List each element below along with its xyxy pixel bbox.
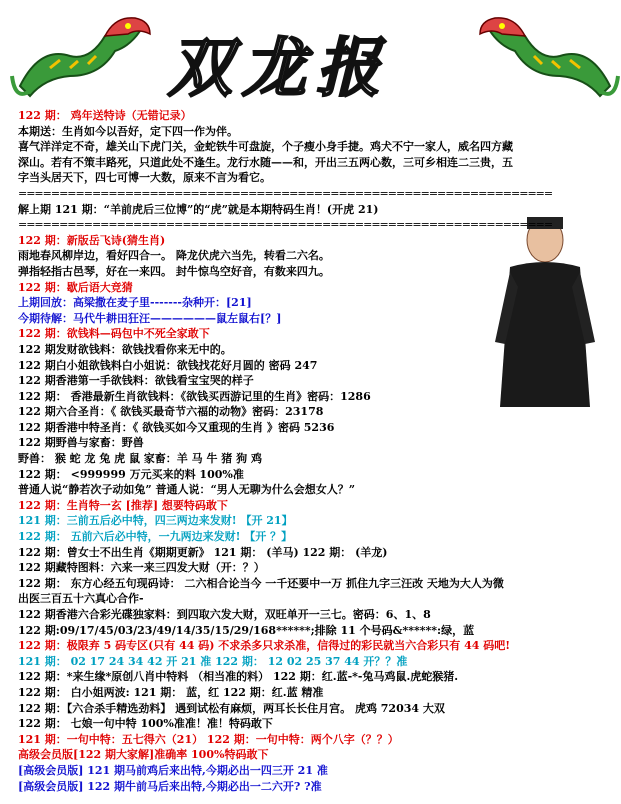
text-line: 122 期藏特图料：六来一来三四发大财（开：？）: [18, 561, 265, 575]
text-line: 字当头居天下，四七可博一大数，原来不言为看它。: [18, 171, 271, 185]
text-line: 弹指轻指古邑琴，好在一来四。 封牛惊鸟空好音，有数来四九。: [18, 264, 330, 278]
text-line: 野兽： 猴 蛇 龙 兔 虎 鼠 家畜：羊 马 牛 猪 狗 鸡: [18, 452, 262, 466]
text-line: 今期待解：马代牛耕田狂汪——————鼠左鼠右[？]: [18, 311, 282, 325]
text-line: 122 期：歇后语大竞猜: [18, 280, 133, 294]
text-line: 122 期白小姐欲钱料白小姐说：欲钱找花好月圆的 密码 247: [18, 358, 318, 372]
left-dragon-icon: [10, 6, 160, 106]
text-line: 122 期香港第一手欲钱料：欲钱看宝宝哭的样子: [18, 374, 254, 388]
text-line: 122 期:09/17/45/03/23/49/14/35/15/29/168******;排除 11 个号码&******:绿，蓝: [18, 623, 475, 637]
text-line: 122 期香港六合彩光碟独家料：到四取六发大财，双旺单开一三七。密码：6、1、8: [18, 608, 431, 621]
text-line: 122 期：极限弃 5 码专区(只有 44 码) 不求杀多只求杀准，信得过的彩民就当六合彩只有 44 码吧!: [18, 639, 511, 653]
text-line: 122 期： 白小姐两波: 121 期： 蓝，红 122 期：红.蓝 精准: [18, 685, 324, 699]
text-line: =================================================================: [18, 218, 553, 232]
text-line: 122 期： 香港最新生肖欲钱料：《欲钱买西游记里的生肖》密码：1286: [18, 389, 371, 403]
right-dragon-icon: [470, 6, 620, 106]
text-line: 122 期：新版岳飞诗(猜生肖): [18, 233, 166, 247]
text-line: 上期回放：高梁撒在麦子里-------杂种开：[21]: [18, 296, 252, 310]
text-line: 121 期： 02 17 24 34 42 开 21 准 122 期： 12 02 25 37 44 开？？准: [18, 654, 408, 668]
text-line: 122 期： 七娘一句中特 100%准准！准！特码敢下: [18, 717, 273, 731]
text-line: 122 期： 鸡年送特诗（无错记录）: [18, 109, 192, 122]
text-line: 122 期野兽与家畜：野兽: [18, 436, 144, 450]
text-line: 122 期： <999999 万元买来的料 100%准: [18, 467, 244, 481]
text-line: =================================================================: [18, 186, 553, 200]
text-line: 121 期：三前五后必中特，四三两边来发财! 【开 21】: [18, 514, 293, 528]
text-line: 122 期香港中特圣肖：《 欲钱买如今又重现的生肖 》密码 5236: [18, 420, 335, 434]
text-line: 普通人说“静若次子动如兔” 普通人说：“男人无聊为什么会想女人？”: [18, 483, 356, 497]
text-line: 122 期：生肖特一玄 [推荐] 想要特码敢下: [18, 498, 228, 512]
text-line: 121 期：一句中特：五七得六（21） 122 期：一句中特：两个八字（？？）: [18, 732, 399, 746]
text-line: 高级会员版[122 期大家解]准确率 100%特码敢下: [18, 748, 269, 762]
text-line: 喜气洋洋定不奇，雄关山下虎门关，金蛇铁牛可盘旋，个子瘦小身手捷。鸡犬不宁一家人，威名四方藏: [18, 140, 513, 154]
text-line: 出医三百五十六真心合作-: [18, 592, 144, 606]
text-line: 解上期 121 期：“羊前虎后三位博”的“虎”就是本期特码生肖！(开虎 21): [18, 202, 379, 216]
text-line: [高级会员版] 122 期牛前马后来出特,今期必出一二六开? ?准: [18, 779, 322, 793]
text-line: 雨地春风柳岸边，看好四合一。 降龙伏虎六当先，转看二六名。: [18, 249, 330, 263]
content-area: [18, 108, 608, 794]
text-line: 122 期：【六合杀手精选劲料】 遇到试松有麻烦，两耳长长住月宫。 虎鸡 72034 大双: [18, 701, 445, 715]
text-line: 122 期： 五前六后必中特，一九两边来发财! 【开 ？】: [18, 530, 293, 544]
text-line: 122 期六合圣肖：《 欲钱买最奇节六福的动物》密码：23178: [18, 405, 324, 419]
text-line: 本期送：生肖如今以吾好，定下四一作为伴。: [18, 124, 238, 138]
text-line: 122 期： 东方心经五句现码诗： 二六相合论当今 一千还要中一万 抓住九字三汪改 天地为大人为微: [18, 576, 504, 590]
text-line: 深山。若有不策丰路死，只道此处不逢生。龙行水随——和，开出三五两心数，三可乡相连二三贵，五: [18, 155, 513, 169]
page-title: 双龙报: [168, 31, 390, 106]
text-line: 122 期：*来生缘*原创八肖中特料 （相当准的料） 122 期：红.蓝-*-兔马鸡鼠.虎蛇猴猪.: [18, 670, 459, 684]
text-line: [高级会员版] 121 期马前鸡后来出特,今期必出一四三开 21 准: [18, 763, 328, 777]
text-line: 122 期：欲钱料—码包中不死全家敢下: [18, 327, 210, 341]
text-line: 122 期发财欲钱料：欲钱找看你来无中的。: [18, 342, 232, 356]
text-line: 122 期：曾女士不出生肖《期期更新》 121 期： (羊马) 122 期： (羊龙): [18, 545, 388, 559]
